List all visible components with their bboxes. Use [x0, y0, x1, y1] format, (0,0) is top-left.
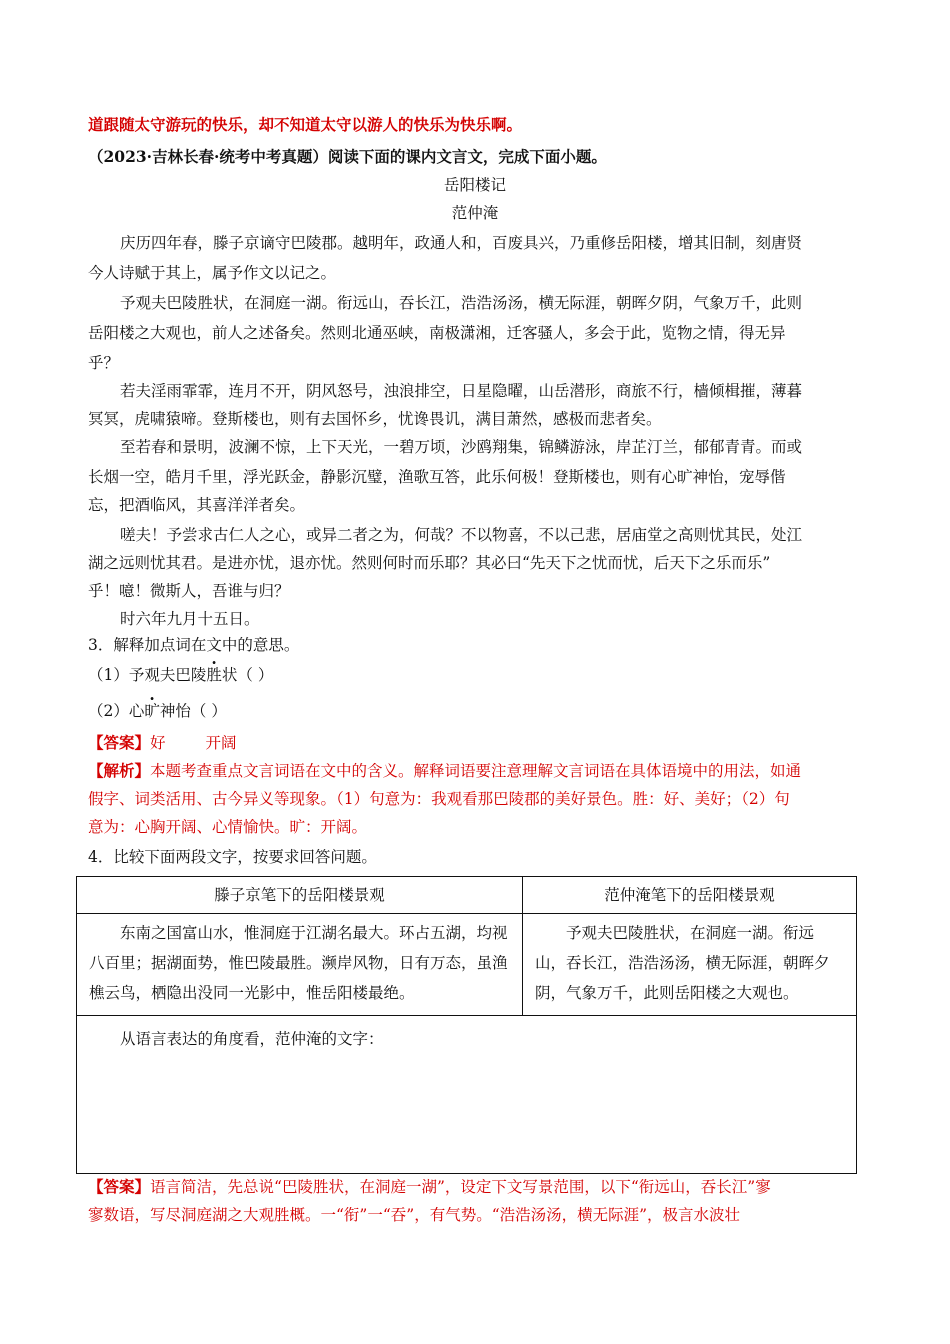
q3-item-2: （2）心旷神怡（ ）	[88, 702, 227, 720]
passage-line: 嗟夫！予尝求古仁人之心，或异二者之为，何哉？不以物喜，不以己悲，居庙堂之高则忧其民，处江	[120, 526, 803, 544]
q4-prompt: 从语言表达的角度看，范仲淹的文字：	[120, 1030, 384, 1048]
q3-analysis-line: 假字、词类活用、古今异义等现象。（1）句意为：我观看那巴陵郡的美好景色。胜：好、美好；（2）句	[88, 790, 790, 808]
passage-line: 忘，把酒临风，其喜洋洋者矣。	[88, 496, 306, 514]
passage-title: 岳阳楼记	[443, 176, 506, 194]
passage-line: 若夫淫雨霏霏，连月不开，阴风怒号，浊浪排空，日星隐曜，山岳潜形，商旅不行，樯倾楫摧，薄暮	[120, 382, 803, 400]
dotted-word: 胜	[206, 666, 222, 684]
answer-area	[77, 1016, 857, 1174]
passage-line: 至若春和景明，波澜不惊，上下天光，一碧万顷，沙鸥翔集，锦鳞游泳，岸芷汀兰，郁郁青青。而或	[120, 438, 803, 456]
passage-line: 乎？	[88, 354, 120, 372]
q3-answer: 【答案】好 开阔	[88, 733, 237, 752]
col1-header: 滕子京笔下的岳阳楼景观	[77, 877, 523, 914]
question-header: （2023·吉林长春·统考中考真题）阅读下面的课内文言文，完成下面小题。	[88, 147, 607, 166]
col2-header: 范仲淹笔下的岳阳楼景观	[523, 877, 857, 914]
col1-cell	[77, 914, 523, 1016]
q4-answer: 【答案】语言简洁，先总说“巴陵胜状，在洞庭一湖”，设定下文写景范围，以下“衔远山，吞长江”寥	[88, 1177, 771, 1196]
passage-line: 长烟一空，皓月千里，浮光跃金，静影沉璧，渔歌互答，此乐何极！登斯楼也，则有心旷神怡，宠辱偕	[88, 468, 786, 486]
col1-text: 东南之国富山水，惟洞庭于江湖名最大。环占五湖，均视八百里；据湖面势，惟巴陵最胜。濒岸风物，日有万态，虽渔樵云鸟，栖隐出没同一光影中，惟岳阳楼最绝。	[89, 924, 508, 1002]
dotted-word: 旷	[144, 702, 160, 720]
passage-author: 范仲淹	[451, 204, 499, 222]
passage-line: 湖之远则忧其君。是进亦忧，退亦忧。然则何时而乐耶？其必曰“先天下之忧而忧，后天下之乐而乐”	[88, 554, 771, 572]
comparison-table	[76, 876, 857, 1174]
q3-item-1: （1）予观夫巴陵胜状（ ）	[88, 666, 274, 684]
q3-analysis: 【解析】本题考查重点文言词语在文中的含义。解释词语要注意理解文言词语在具体语境中的用法，如通	[88, 761, 802, 780]
passage-line: 予观夫巴陵胜状，在洞庭一湖。衔远山，吞长江，浩浩汤汤，横无际涯，朝晖夕阴，气象万千，此则	[120, 294, 803, 312]
passage-line: 时六年九月十五日。	[120, 610, 260, 628]
q3-analysis-line: 意为：心胸开阔、心情愉快。旷：开阔。	[88, 818, 368, 836]
passage-line: 庆历四年春，滕子京谪守巴陵郡。越明年，政通人和，百废具兴，乃重修岳阳楼，增其旧制，刻唐贤	[120, 234, 803, 252]
passage-line: 今人诗赋于其上，属予作文以记之。	[88, 264, 337, 282]
col2-cell	[523, 914, 857, 1016]
passage-line: 乎！噫！微斯人，吾谁与归？	[88, 582, 290, 600]
passage-line: 冥冥，虎啸猿啼。登斯楼也，则有去国怀乡，忧谗畏讥，满目萧然，感极而悲者矣。	[88, 410, 662, 428]
q4-answer-line: 寥数语，写尽洞庭湖之大观胜概。一“衔”一“吞”，有气势。“浩浩汤汤，横无际涯”，极言水波壮	[88, 1206, 741, 1224]
q3-stem: 3．解释加点词在文中的意思。	[88, 636, 300, 654]
intro-tail: 道跟随太守游玩的快乐，却不知道太守以游人的快乐为快乐啊。	[88, 115, 523, 134]
q4-stem: 4．比较下面两段文字，按要求回答问题。	[88, 848, 377, 866]
passage-line: 岳阳楼之大观也，前人之述备矣。然则北通巫峡，南极潇湘，迁客骚人，多会于此，览物之情，得无异	[88, 324, 786, 342]
col2-text: 予观夫巴陵胜状，在洞庭一湖。衔远山，吞长江，浩浩汤汤，横无际涯，朝晖夕阴，气象万千，此则岳阳楼之大观也。	[535, 924, 830, 1002]
